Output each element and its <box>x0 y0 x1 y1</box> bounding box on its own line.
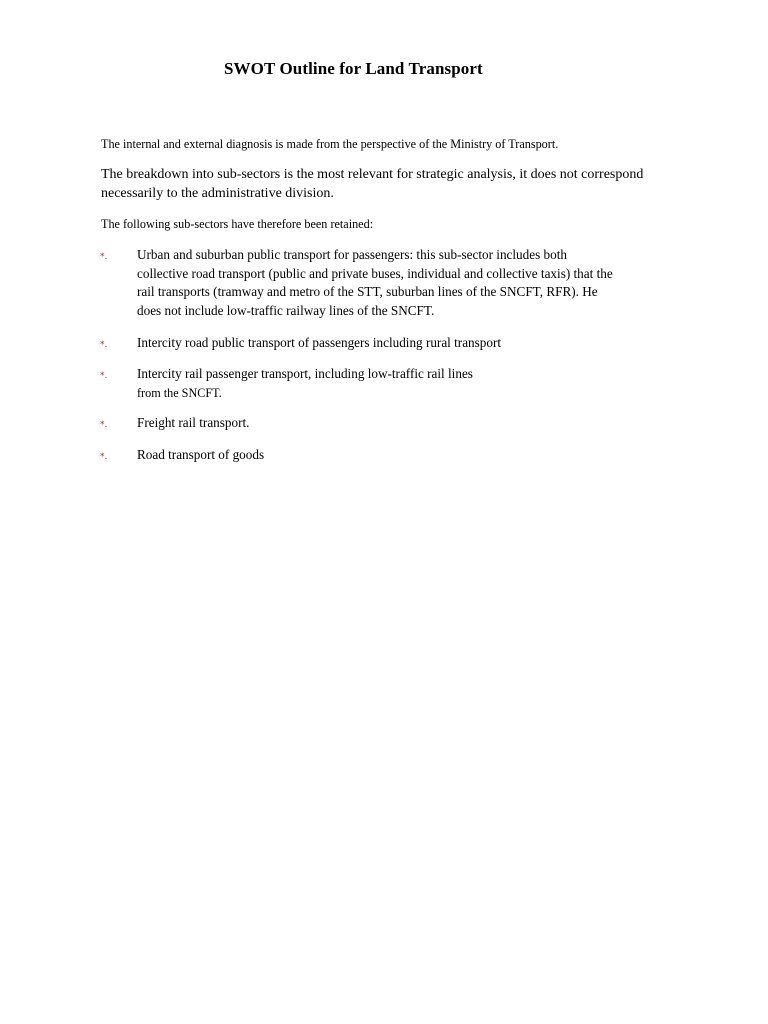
breakdown-paragraph: The breakdown into sub-sectors is the most relevant for strategic analysis, it does not correspond necessarily to the administrative division. <box>101 167 644 201</box>
list-item-text <box>137 334 657 353</box>
list-item-text <box>137 246 657 321</box>
bullet-icon: *. <box>100 371 108 381</box>
list-item-line: Road transport of goods <box>137 447 265 462</box>
list-item-line: does not include low-traffic railway lines of the SNCFT. <box>137 303 435 319</box>
intro-paragraph: The internal and external diagnosis is made from the perspective of the Ministry of Transport. <box>101 137 559 151</box>
list-item-text <box>137 365 657 402</box>
list-item-line: collective road transport (public and private buses, individual and collective taxis) that the <box>137 265 613 281</box>
retained-paragraph: The following sub-sectors have therefore been retained: <box>101 217 374 231</box>
list-item-line: Freight rail transport. <box>137 415 250 430</box>
bullet-icon: *. <box>100 252 108 262</box>
list-item-line: Urban and suburban public transport for passengers: this sub-sector includes both <box>137 247 567 262</box>
list-item-line: rail transports (tramway and metro of the STT, suburban lines of the SNCFT, RFR). He <box>137 284 598 300</box>
list-item-line: Intercity road public transport of passengers including rural transport <box>137 335 502 350</box>
bullet-icon: *. <box>100 452 108 462</box>
bullet-icon: *. <box>100 340 108 350</box>
bullet-icon: *. <box>100 420 108 430</box>
document-title: SWOT Outline for Land Transport <box>224 59 483 78</box>
list-item-text <box>137 414 657 433</box>
list-item-text <box>137 446 657 465</box>
list-item-line: Intercity rail passenger transport, including low-traffic rail lines <box>137 366 473 381</box>
list-item-line: from the SNCFT. <box>137 385 222 400</box>
